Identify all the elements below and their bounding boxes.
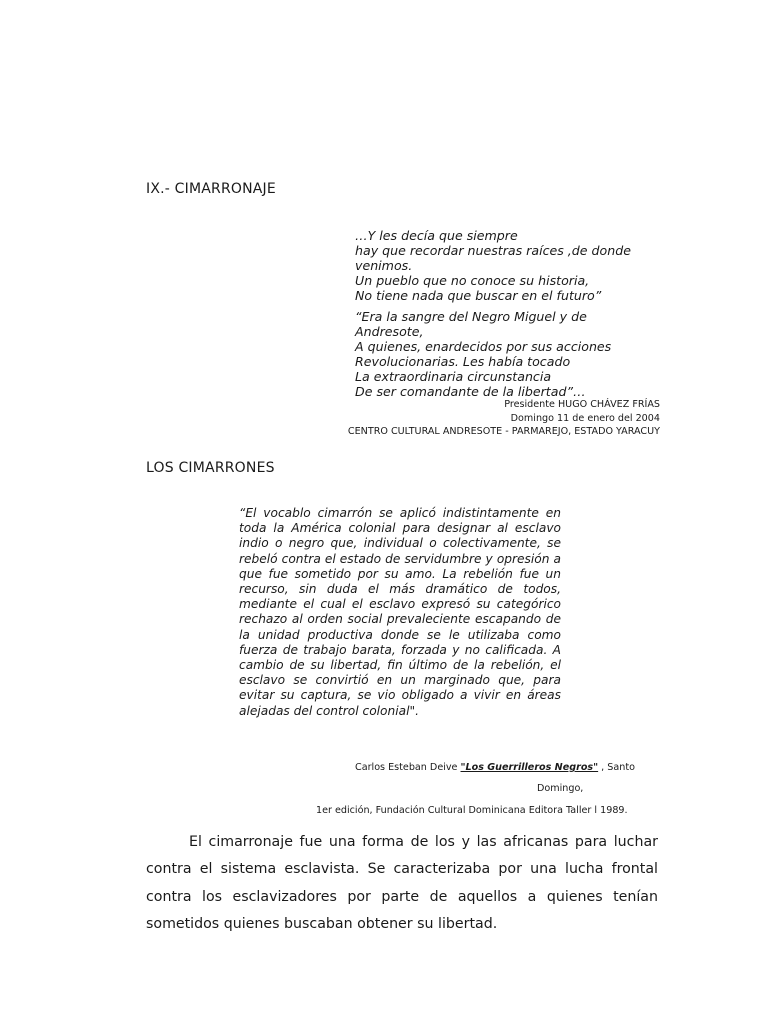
- epigraph-line: Revolucionarias. Les había tocado: [355, 354, 571, 369]
- epigraph-line: …Y les decía que siempre: [355, 228, 518, 243]
- epigraph-line: De ser comandante de la libertad”…: [355, 384, 586, 399]
- citation-line-2: Domingo,: [537, 783, 584, 794]
- citation-author: Carlos Esteban Deive: [355, 762, 461, 773]
- epigraph-line: Andresote,: [355, 324, 424, 339]
- citation-book-title: "Los Guerrilleros Negros": [460, 762, 599, 773]
- citation-after-title: , Santo: [598, 762, 635, 773]
- epigraph-line: Un pueblo que no conoce su historia,: [355, 273, 590, 288]
- body-paragraph: El cimarronaje fue una forma de los y las africanas para luchar contra el sistema esclavista. Se caracterizaba por una lucha frontal contra los esclavizadores por parte de aquellos a quienes tenían sometidos quienes buscaban obtener su libertad.: [146, 834, 658, 933]
- epigraph-line: “Era la sangre del Negro Miguel y de: [355, 309, 587, 324]
- epigraph-line: La extraordinaria circunstancia: [355, 369, 552, 384]
- attribution-line: Domingo 11 de enero del 2004: [510, 412, 660, 424]
- epigraph-attribution: [300, 398, 660, 439]
- attribution-line: CENTRO CULTURAL ANDRESOTE - PARMAREJO, ESTADO YARACUY: [347, 426, 660, 437]
- subsection-title: LOS CIMARRONES: [146, 460, 275, 476]
- attribution-line: Presidente HUGO CHÁVEZ FRÍAS: [504, 399, 660, 410]
- block-quote: “El vocablo cimarrón se aplicó indistintamente en toda la América colonial para designar al esclavo indio o negro que, individual o colectivamente, se rebeló contra el estado de servidumbre y opresión a que fue sometido por su amo. La rebelión fue un recurso, sin duda el más dramático de todos, mediante el cual el esclavo expresó su categórico rechazo al orden social prevaleciente escapando de la unidad productiva donde se le utilizaba como fuerza de trabajo barata, forzada y no calificada. A cambio de su libertad, fin último de la rebelión, el esclavo se convirtió en un marginado que, para evitar su captura, se vio obligado a vivir en áreas alejadas del control colonial".: [239, 506, 561, 718]
- epigraph-second: [355, 309, 611, 399]
- epigraph-line: No tiene nada que buscar en el futuro”: [355, 288, 602, 303]
- section-title: IX.- CIMARRONAJE: [146, 181, 276, 197]
- epigraph-first: [355, 228, 631, 303]
- epigraph-line: venimos.: [355, 258, 413, 273]
- citation-line-3: 1er edición, Fundación Cultural Dominicana Editora Taller l 1989.: [316, 805, 628, 816]
- citation-line-1: [355, 761, 635, 775]
- epigraph-line: hay que recordar nuestras raíces ,de donde: [355, 243, 631, 258]
- epigraph-line: A quienes, enardecidos por sus acciones: [355, 339, 612, 354]
